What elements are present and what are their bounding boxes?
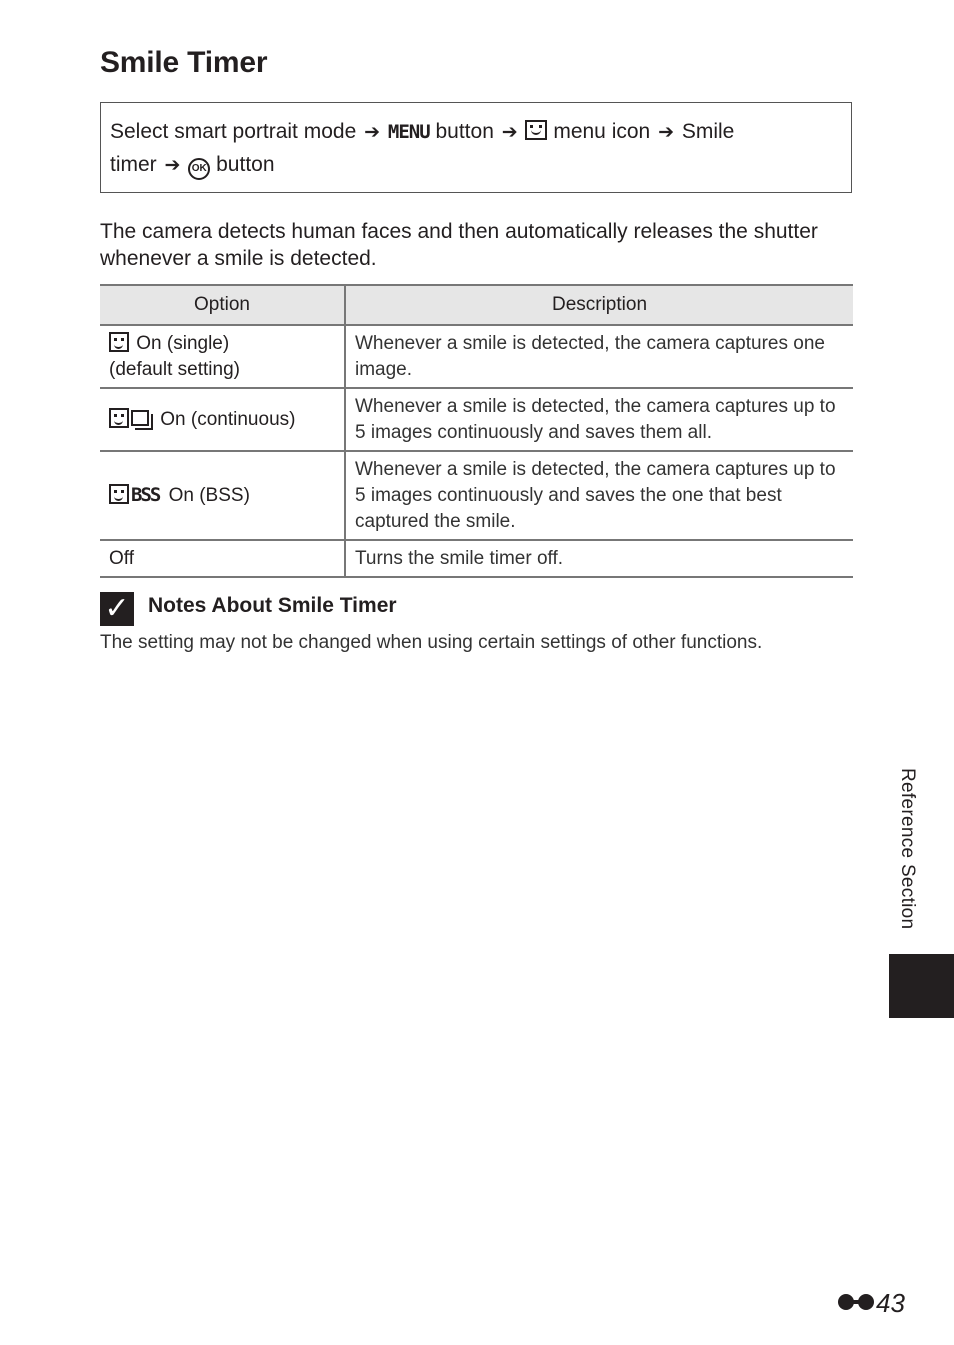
nav-text-3: menu icon	[553, 120, 651, 143]
smart-portrait-menu-icon	[525, 120, 547, 140]
column-header-option: Option	[100, 285, 345, 325]
description-cell: Whenever a smile is detected, the camera captures up to 5 images continuously and saves them all.	[345, 388, 853, 451]
page-number-text: 43	[876, 1288, 905, 1318]
menu-navigation-box	[100, 102, 852, 193]
bss-icon: BSS	[131, 484, 160, 506]
description-cell: Whenever a smile is detected, the camera captures up to 5 images continuously and saves the one that best captured the smile.	[345, 451, 853, 540]
option-cell	[100, 388, 345, 451]
reference-section-icon	[836, 1292, 876, 1314]
smile-timer-icon	[109, 408, 129, 428]
option-default-note: (default setting)	[109, 358, 240, 380]
page-number	[836, 1288, 905, 1319]
option-cell: Off	[100, 540, 345, 577]
arrow-right-icon: ➔	[658, 122, 674, 143]
nav-text-1: Select smart portrait mode	[110, 120, 357, 143]
ok-button-icon: OK	[188, 158, 210, 180]
side-section-tab	[889, 954, 954, 1018]
note-body: The setting may not be changed when using certain settings of other functions.	[100, 632, 763, 653]
page-title: Smile Timer	[100, 46, 268, 79]
smile-timer-single-icon	[109, 332, 129, 352]
note-heading-text: Notes About Smile Timer	[148, 594, 397, 617]
option-label: On (single)	[136, 332, 230, 354]
description-cell: Turns the smile timer off.	[345, 540, 853, 577]
nav-text-5: timer	[110, 153, 157, 176]
table-row	[100, 540, 853, 577]
note-heading	[100, 592, 397, 626]
table-row	[100, 325, 853, 388]
table-row	[100, 388, 853, 451]
option-label: On (continuous)	[160, 408, 296, 430]
table-header-row	[100, 285, 853, 325]
arrow-right-icon: ➔	[501, 122, 518, 143]
option-label: On (BSS)	[168, 485, 250, 506]
nav-text-2: button	[435, 120, 494, 143]
side-section-label: Reference Section	[897, 768, 918, 930]
options-table	[100, 284, 853, 578]
description-cell: Whenever a smile is detected, the camera captures one image.	[345, 325, 853, 388]
continuous-icon	[131, 410, 149, 426]
nav-text-4: Smile	[681, 120, 735, 143]
column-header-description: Description	[345, 285, 853, 325]
option-cell	[100, 451, 345, 540]
table-row	[100, 451, 853, 540]
menu-button-icon: MENU	[387, 121, 430, 143]
option-cell	[100, 325, 345, 388]
intro-paragraph: The camera detects human faces and then automatically releases the shutter whenever a smile is detected.	[100, 220, 818, 270]
arrow-right-icon: ➔	[164, 155, 181, 176]
nav-text-6: button	[216, 153, 275, 176]
smile-timer-icon	[109, 484, 129, 504]
arrow-right-icon: ➔	[364, 122, 381, 143]
checkmark-icon: ✓	[100, 592, 134, 626]
